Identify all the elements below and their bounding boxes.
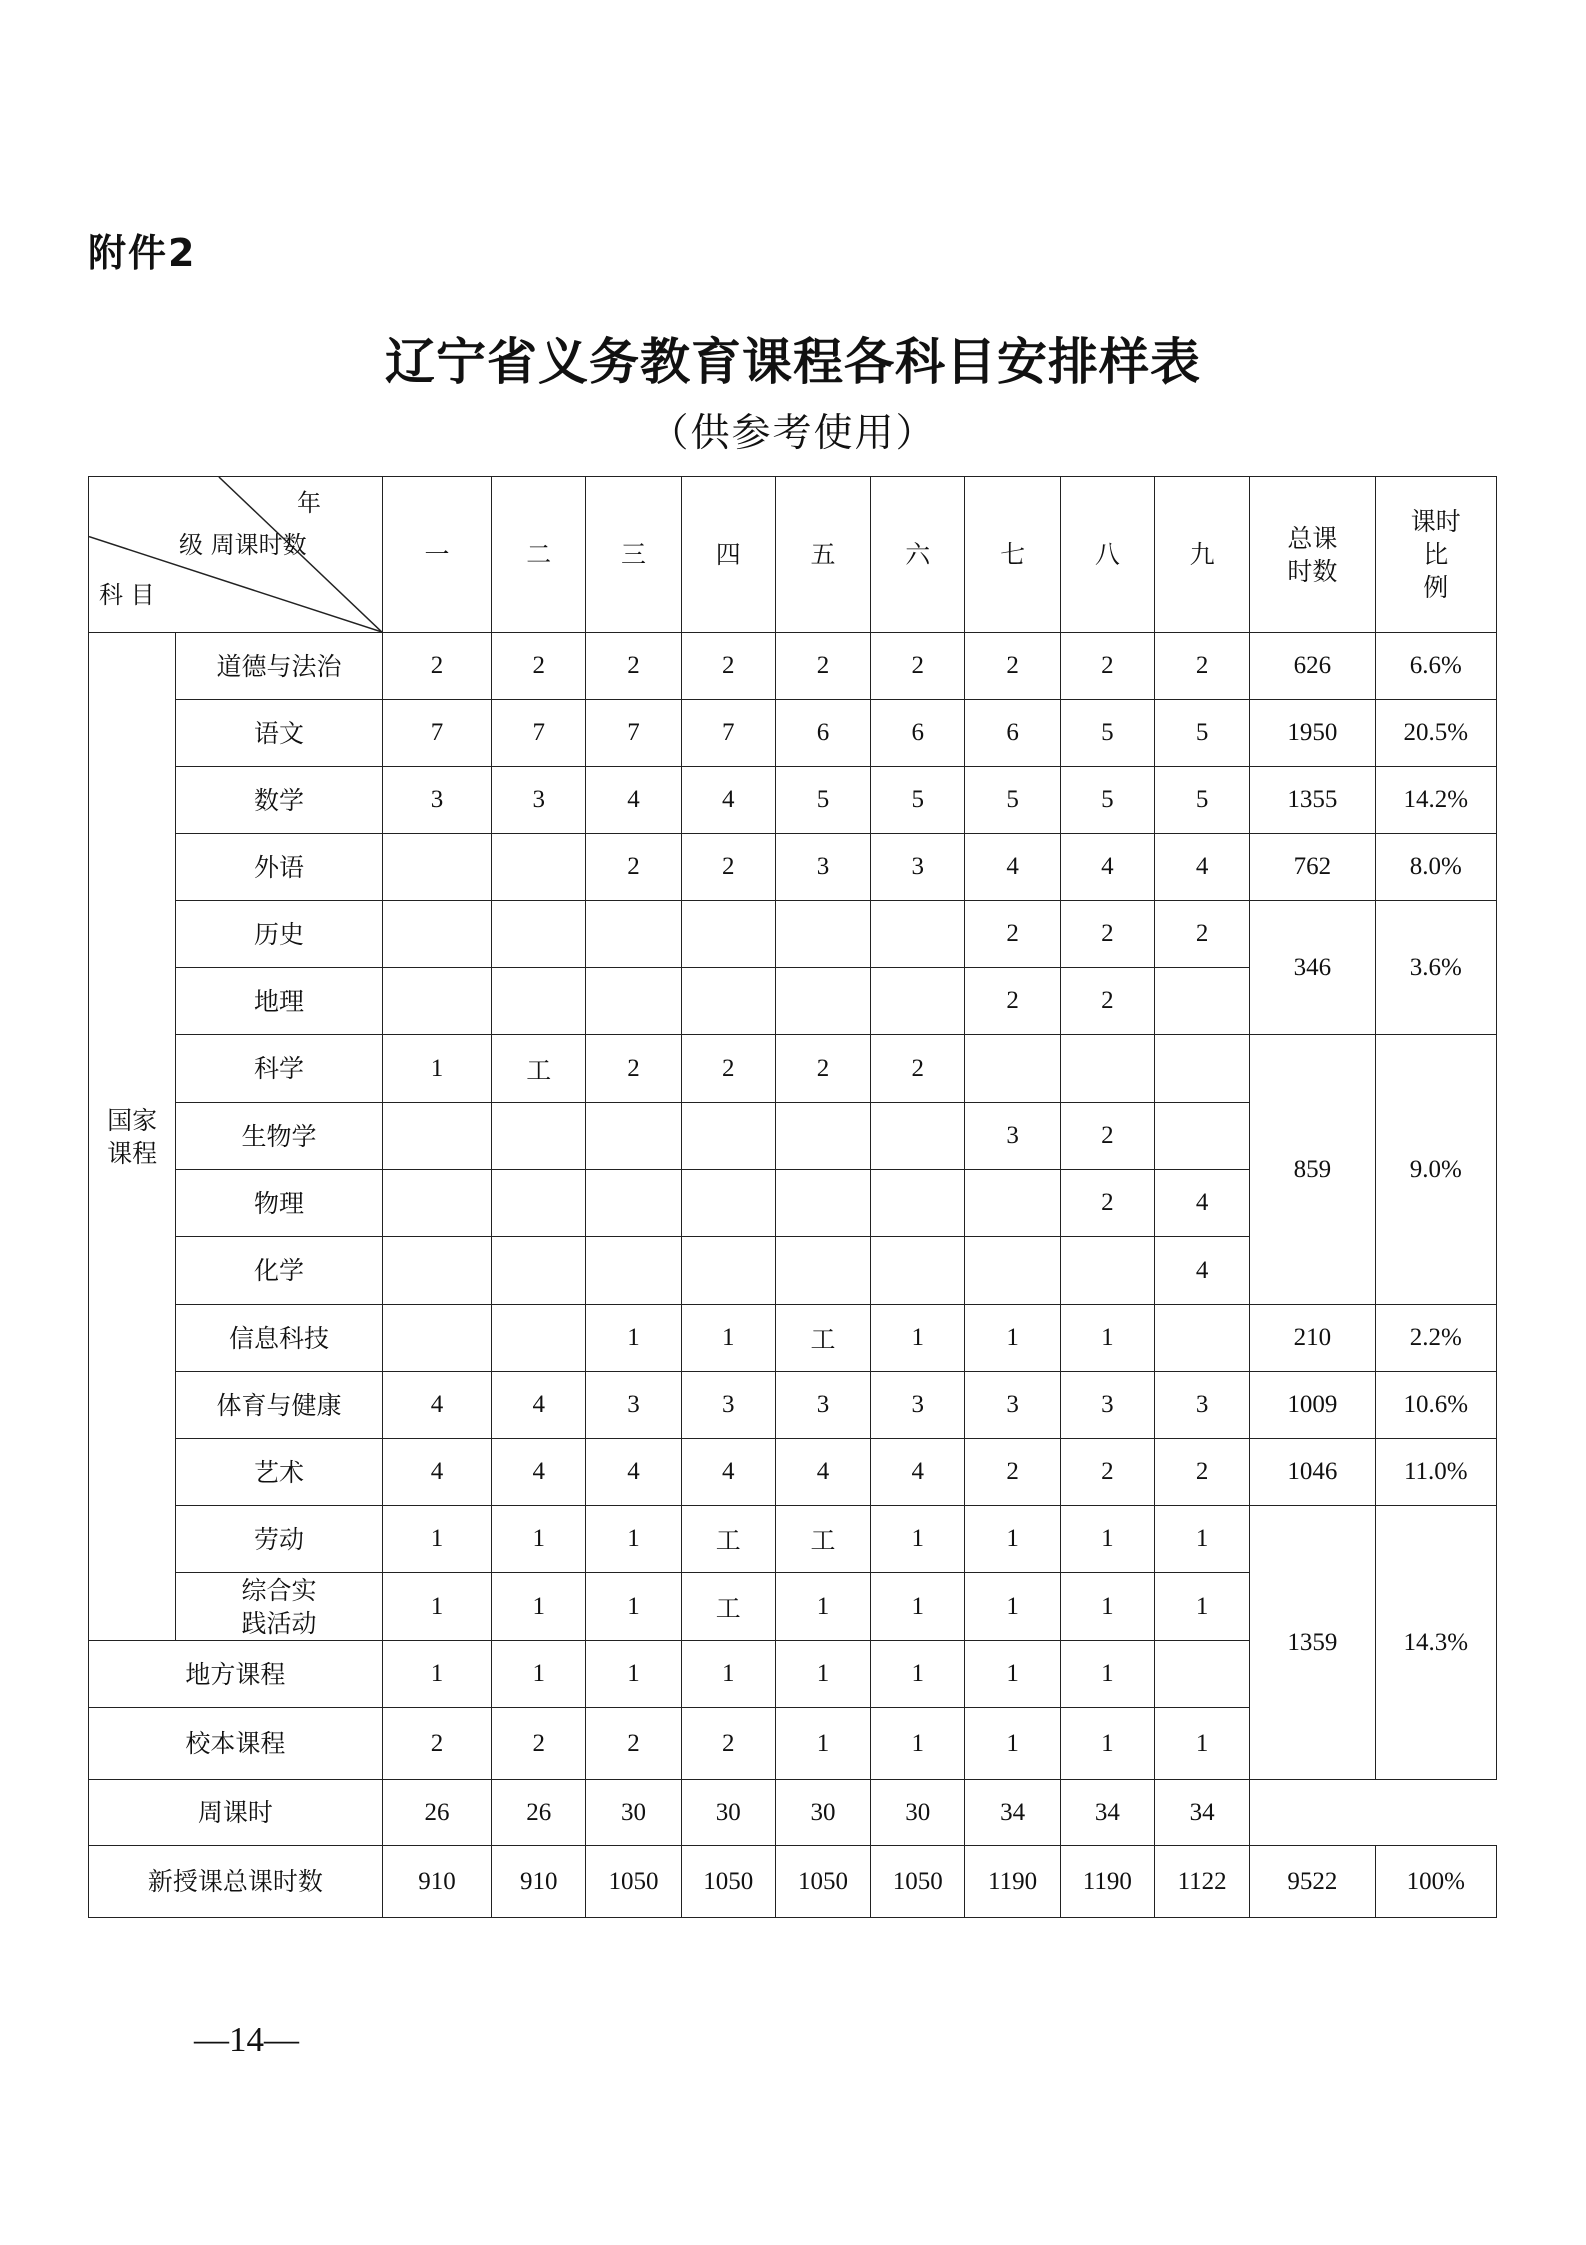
- subject-name: 外语: [176, 834, 383, 901]
- grade-hours-cell: 2: [492, 633, 586, 700]
- grade-hours-cell: 5: [871, 767, 965, 834]
- grade-hours-cell: 3: [1060, 1372, 1154, 1439]
- ratio-cell: 8.0%: [1375, 834, 1496, 901]
- grade-header: 一: [382, 477, 491, 633]
- grade-hours-cell: 工: [775, 1305, 870, 1372]
- subject-name: 语文: [176, 700, 383, 767]
- grade-hours-cell: 2: [382, 633, 491, 700]
- grade-hours-cell: 1: [775, 1573, 870, 1641]
- grade-hours-cell: 1: [681, 1305, 775, 1372]
- grade-hours-cell: 1: [1060, 1708, 1154, 1780]
- grade-hours-cell: 1: [1060, 1573, 1154, 1641]
- grade-hours-cell: 2: [965, 968, 1060, 1035]
- table-row: [89, 1372, 1497, 1439]
- total-hours-header: [1250, 477, 1375, 633]
- grade-hours-cell: 工: [681, 1506, 775, 1573]
- grade-hours-cell: 7: [492, 700, 586, 767]
- subject-name: 化学: [176, 1237, 383, 1305]
- grade-hours-cell: 6: [871, 700, 965, 767]
- grade-hours-cell: 2: [681, 1708, 775, 1780]
- grade-hours-cell: 1: [586, 1573, 681, 1641]
- grade-hours-cell: 1: [382, 1641, 491, 1708]
- grade-hours-cell: 2: [871, 633, 965, 700]
- total-hours-cell: 859: [1250, 1035, 1375, 1305]
- grade-hours-cell: 1: [965, 1641, 1060, 1708]
- grade-hours-cell: 2: [965, 633, 1060, 700]
- grade-hours-cell: 30: [586, 1780, 681, 1846]
- grade-hours-cell: 1: [681, 1641, 775, 1708]
- grade-hours-cell: [775, 1103, 870, 1170]
- grade-hours-cell: [965, 1035, 1060, 1103]
- grade-hours-cell: [492, 1305, 586, 1372]
- blank-cell: [1250, 1780, 1497, 1846]
- grade-hours-cell: 4: [681, 1439, 775, 1506]
- header-subject-label: 科 目: [99, 581, 155, 609]
- grade-header: 三: [586, 477, 681, 633]
- grade-hours-cell: [871, 901, 965, 968]
- grade-hours-cell: 1: [775, 1708, 870, 1780]
- grade-hours-cell: 910: [382, 1846, 491, 1918]
- grade-hours-cell: [492, 1103, 586, 1170]
- grade-hours-cell: 4: [382, 1439, 491, 1506]
- grade-hours-cell: 6: [965, 700, 1060, 767]
- grade-hours-cell: 1: [1060, 1305, 1154, 1372]
- grade-hours-cell: [871, 968, 965, 1035]
- grade-hours-cell: [1154, 1035, 1249, 1103]
- ratio-header-line: 比: [1423, 540, 1449, 569]
- grade-hours-cell: 2: [1154, 1439, 1249, 1506]
- table-row: [89, 1506, 1497, 1573]
- diagonal-header-cell: [89, 477, 383, 633]
- national-course-category: [89, 633, 176, 1641]
- grade-hours-cell: 1190: [965, 1846, 1060, 1918]
- grade-hours-cell: 1050: [681, 1846, 775, 1918]
- grade-hours-cell: 4: [681, 767, 775, 834]
- grade-hours-cell: [965, 1237, 1060, 1305]
- grade-header: 四: [681, 477, 775, 633]
- total-hours-cell: 9522: [1250, 1846, 1375, 1918]
- grade-hours-cell: 4: [775, 1439, 870, 1506]
- grade-hours-cell: 4: [871, 1439, 965, 1506]
- subject-name: 信息科技: [176, 1305, 383, 1372]
- grade-hours-cell: 1: [586, 1305, 681, 1372]
- grade-hours-cell: 2: [681, 834, 775, 901]
- grade-hours-cell: 2: [586, 834, 681, 901]
- total-hours-cell: 1355: [1250, 767, 1375, 834]
- grade-hours-cell: 30: [681, 1780, 775, 1846]
- page-number: —14—: [194, 2020, 299, 2059]
- grade-hours-cell: 5: [1154, 700, 1249, 767]
- total-hours-cell: 1950: [1250, 700, 1375, 767]
- grade-hours-cell: [1154, 1103, 1249, 1170]
- grade-hours-cell: 2: [965, 901, 1060, 968]
- grade-hours-cell: [492, 834, 586, 901]
- grade-hours-cell: 1: [871, 1573, 965, 1641]
- subject-name: [176, 1573, 383, 1641]
- grade-hours-cell: 34: [1060, 1780, 1154, 1846]
- grade-hours-cell: 3: [382, 767, 491, 834]
- grade-hours-cell: [492, 901, 586, 968]
- grade-hours-cell: [492, 1170, 586, 1237]
- grade-hours-cell: 1: [1154, 1506, 1249, 1573]
- grade-hours-cell: 1: [1060, 1641, 1154, 1708]
- subject-name: 历史: [176, 901, 383, 968]
- grade-hours-cell: 4: [492, 1372, 586, 1439]
- grade-hours-cell: 1122: [1154, 1846, 1249, 1918]
- grade-hours-cell: 2: [1060, 1103, 1154, 1170]
- grade-hours-cell: 1: [871, 1708, 965, 1780]
- subject-name: 生物学: [176, 1103, 383, 1170]
- subject-name: 道德与法治: [176, 633, 383, 700]
- grade-hours-cell: 2: [586, 1035, 681, 1103]
- ratio-cell: 10.6%: [1375, 1372, 1496, 1439]
- table-row: [89, 901, 1497, 968]
- grade-hours-cell: [586, 1237, 681, 1305]
- grade-hours-cell: 2: [1154, 633, 1249, 700]
- header-row: [89, 477, 1497, 633]
- grade-header: 五: [775, 477, 870, 633]
- table-row: [89, 633, 1497, 700]
- grade-hours-cell: 5: [1154, 767, 1249, 834]
- grade-hours-cell: 7: [586, 700, 681, 767]
- grade-hours-cell: [586, 1103, 681, 1170]
- total-hours-cell: 210: [1250, 1305, 1375, 1372]
- grade-hours-cell: 工: [492, 1035, 586, 1103]
- grade-hours-cell: 4: [586, 1439, 681, 1506]
- grade-hours-cell: [775, 1237, 870, 1305]
- subject-name: 体育与健康: [176, 1372, 383, 1439]
- grade-hours-cell: 2: [1060, 901, 1154, 968]
- grade-hours-cell: 2: [586, 633, 681, 700]
- header-year-label: 年: [297, 489, 321, 517]
- grade-hours-cell: 1: [1154, 1573, 1249, 1641]
- grade-hours-cell: [382, 1170, 491, 1237]
- grade-hours-cell: 3: [965, 1103, 1060, 1170]
- table-row: [89, 1846, 1497, 1918]
- grade-hours-cell: 工: [775, 1506, 870, 1573]
- subject-name: 地理: [176, 968, 383, 1035]
- ratio-cell: 100%: [1375, 1846, 1496, 1918]
- grade-hours-cell: 3: [965, 1372, 1060, 1439]
- grade-hours-cell: 2: [1154, 901, 1249, 968]
- grade-hours-cell: 910: [492, 1846, 586, 1918]
- grade-hours-cell: 1: [492, 1506, 586, 1573]
- grade-hours-cell: [1060, 1035, 1154, 1103]
- table-row: [89, 767, 1497, 834]
- grade-hours-cell: [1154, 1641, 1249, 1708]
- table-row: [89, 1439, 1497, 1506]
- grade-hours-cell: 2: [1060, 1170, 1154, 1237]
- grade-hours-cell: 2: [492, 1708, 586, 1780]
- ratio-cell: 11.0%: [1375, 1439, 1496, 1506]
- document-subtitle: （供参考使用）: [649, 411, 937, 456]
- grade-hours-cell: 34: [965, 1780, 1060, 1846]
- subject-name: 物理: [176, 1170, 383, 1237]
- grade-hours-cell: 5: [965, 767, 1060, 834]
- subject-name: 艺术: [176, 1439, 383, 1506]
- total-header-line: 时数: [1287, 556, 1338, 586]
- grade-hours-cell: [382, 1305, 491, 1372]
- grade-header: 八: [1060, 477, 1154, 633]
- subject-name: 新授课总课时数: [89, 1846, 383, 1918]
- grade-hours-cell: 3: [1154, 1372, 1249, 1439]
- grade-header: 六: [871, 477, 965, 633]
- grade-hours-cell: 3: [586, 1372, 681, 1439]
- grade-hours-cell: 2: [965, 1439, 1060, 1506]
- subject-name: 周课时: [89, 1780, 383, 1846]
- grade-hours-cell: 4: [965, 834, 1060, 901]
- grade-hours-cell: [871, 1103, 965, 1170]
- grade-hours-cell: 26: [382, 1780, 491, 1846]
- grade-hours-cell: [681, 901, 775, 968]
- grade-hours-cell: [1154, 968, 1249, 1035]
- grade-hours-cell: 1: [965, 1573, 1060, 1641]
- ratio-cell: 20.5%: [1375, 700, 1496, 767]
- ratio-header-line: 例: [1423, 573, 1449, 602]
- grade-hours-cell: 1: [1060, 1506, 1154, 1573]
- document-title: 辽宁省义务教育课程各科目安排样表: [385, 332, 1201, 391]
- grade-hours-cell: 1050: [871, 1846, 965, 1918]
- grade-hours-cell: 5: [1060, 700, 1154, 767]
- grade-hours-cell: 2: [681, 633, 775, 700]
- grade-header: 二: [492, 477, 586, 633]
- subject-name: 劳动: [176, 1506, 383, 1573]
- grade-hours-cell: 1: [1154, 1708, 1249, 1780]
- grade-hours-cell: 1: [965, 1305, 1060, 1372]
- grade-hours-cell: 1050: [775, 1846, 870, 1918]
- grade-hours-cell: [586, 901, 681, 968]
- grade-hours-cell: [492, 1237, 586, 1305]
- grade-hours-cell: 3: [871, 834, 965, 901]
- grade-hours-cell: [382, 834, 491, 901]
- grade-hours-cell: 3: [871, 1372, 965, 1439]
- grade-header: 七: [965, 477, 1060, 633]
- table-row: [89, 700, 1497, 767]
- grade-hours-cell: [871, 1237, 965, 1305]
- grade-hours-cell: 1: [492, 1641, 586, 1708]
- header-grade-hours-label: 级 周课时数: [179, 531, 307, 559]
- total-hours-cell: 1046: [1250, 1439, 1375, 1506]
- grade-hours-cell: 1: [382, 1573, 491, 1641]
- grade-hours-cell: 5: [775, 767, 870, 834]
- total-hours-cell: 762: [1250, 834, 1375, 901]
- grade-hours-cell: 1: [965, 1708, 1060, 1780]
- grade-hours-cell: [681, 968, 775, 1035]
- category-label-line: 课程: [107, 1138, 158, 1168]
- grade-hours-cell: 30: [775, 1780, 870, 1846]
- grade-hours-cell: 1: [586, 1641, 681, 1708]
- schedule-table: [88, 476, 1497, 1918]
- grade-hours-cell: [586, 1170, 681, 1237]
- grade-hours-cell: [775, 901, 870, 968]
- ratio-header: [1375, 477, 1496, 633]
- table-row: [89, 834, 1497, 901]
- grade-hours-cell: 4: [1154, 1237, 1249, 1305]
- grade-hours-cell: 2: [1060, 1439, 1154, 1506]
- grade-hours-cell: 7: [382, 700, 491, 767]
- grade-hours-cell: 1: [871, 1305, 965, 1372]
- grade-hours-cell: [775, 968, 870, 1035]
- grade-hours-cell: 3: [775, 834, 870, 901]
- total-header-line: 总课: [1287, 523, 1338, 553]
- grade-hours-cell: 2: [775, 633, 870, 700]
- grade-hours-cell: 2: [681, 1035, 775, 1103]
- subject-name: 校本课程: [89, 1708, 383, 1780]
- subject-name-line: 践活动: [241, 1608, 317, 1638]
- grade-hours-cell: 1190: [1060, 1846, 1154, 1918]
- total-hours-cell: 346: [1250, 901, 1375, 1035]
- ratio-cell: 14.3%: [1375, 1506, 1496, 1780]
- grade-hours-cell: 34: [1154, 1780, 1249, 1846]
- ratio-cell: 6.6%: [1375, 633, 1496, 700]
- grade-hours-cell: 3: [492, 767, 586, 834]
- subject-name-line: 综合实: [241, 1575, 317, 1605]
- grade-hours-cell: 4: [1060, 834, 1154, 901]
- grade-hours-cell: 4: [1154, 1170, 1249, 1237]
- grade-hours-cell: 工: [681, 1573, 775, 1641]
- grade-hours-cell: 1: [382, 1506, 491, 1573]
- grade-hours-cell: 4: [492, 1439, 586, 1506]
- category-label-line: 国家: [107, 1105, 158, 1135]
- grade-hours-cell: [382, 901, 491, 968]
- grade-hours-cell: 2: [1060, 968, 1154, 1035]
- grade-hours-cell: 4: [382, 1372, 491, 1439]
- grade-hours-cell: 1: [965, 1506, 1060, 1573]
- grade-hours-cell: 3: [775, 1372, 870, 1439]
- table-row: [89, 1305, 1497, 1372]
- grade-hours-cell: 1: [382, 1035, 491, 1103]
- total-hours-cell: 1359: [1250, 1506, 1375, 1780]
- subject-name: 数学: [176, 767, 383, 834]
- grade-hours-cell: [775, 1170, 870, 1237]
- grade-hours-cell: [1154, 1305, 1249, 1372]
- grade-hours-cell: [1060, 1237, 1154, 1305]
- grade-hours-cell: 2: [586, 1708, 681, 1780]
- grade-hours-cell: 5: [1060, 767, 1154, 834]
- grade-hours-cell: [492, 968, 586, 1035]
- grade-hours-cell: 1: [492, 1573, 586, 1641]
- grade-hours-cell: 3: [681, 1372, 775, 1439]
- grade-hours-cell: [681, 1170, 775, 1237]
- grade-hours-cell: [681, 1103, 775, 1170]
- ratio-cell: 14.2%: [1375, 767, 1496, 834]
- subject-name: 地方课程: [89, 1641, 383, 1708]
- ratio-header-line: 课时: [1410, 507, 1461, 536]
- grade-hours-cell: 4: [586, 767, 681, 834]
- subject-name: 科学: [176, 1035, 383, 1103]
- grade-hours-cell: [382, 1103, 491, 1170]
- grade-hours-cell: 4: [1154, 834, 1249, 901]
- total-hours-cell: 1009: [1250, 1372, 1375, 1439]
- grade-hours-cell: 26: [492, 1780, 586, 1846]
- grade-hours-cell: 1050: [586, 1846, 681, 1918]
- grade-hours-cell: [382, 1237, 491, 1305]
- grade-hours-cell: [382, 968, 491, 1035]
- table-row: [89, 1780, 1497, 1846]
- grade-hours-cell: 7: [681, 700, 775, 767]
- grade-hours-cell: 1: [586, 1506, 681, 1573]
- grade-hours-cell: 1: [775, 1641, 870, 1708]
- grade-hours-cell: 2: [382, 1708, 491, 1780]
- grade-hours-cell: 2: [1060, 633, 1154, 700]
- grade-hours-cell: [586, 968, 681, 1035]
- attachment-label: 附件2: [88, 231, 197, 275]
- grade-hours-cell: [965, 1170, 1060, 1237]
- grade-hours-cell: 2: [871, 1035, 965, 1103]
- grade-hours-cell: 30: [871, 1780, 965, 1846]
- ratio-cell: 9.0%: [1375, 1035, 1496, 1305]
- grade-hours-cell: [871, 1170, 965, 1237]
- ratio-cell: 3.6%: [1375, 901, 1496, 1035]
- grade-hours-cell: 1: [871, 1641, 965, 1708]
- grade-hours-cell: 6: [775, 700, 870, 767]
- table-row: [89, 1035, 1497, 1103]
- grade-hours-cell: 2: [775, 1035, 870, 1103]
- grade-header: 九: [1154, 477, 1249, 633]
- grade-hours-cell: 1: [871, 1506, 965, 1573]
- ratio-cell: 2.2%: [1375, 1305, 1496, 1372]
- total-hours-cell: 626: [1250, 633, 1375, 700]
- grade-hours-cell: [681, 1237, 775, 1305]
